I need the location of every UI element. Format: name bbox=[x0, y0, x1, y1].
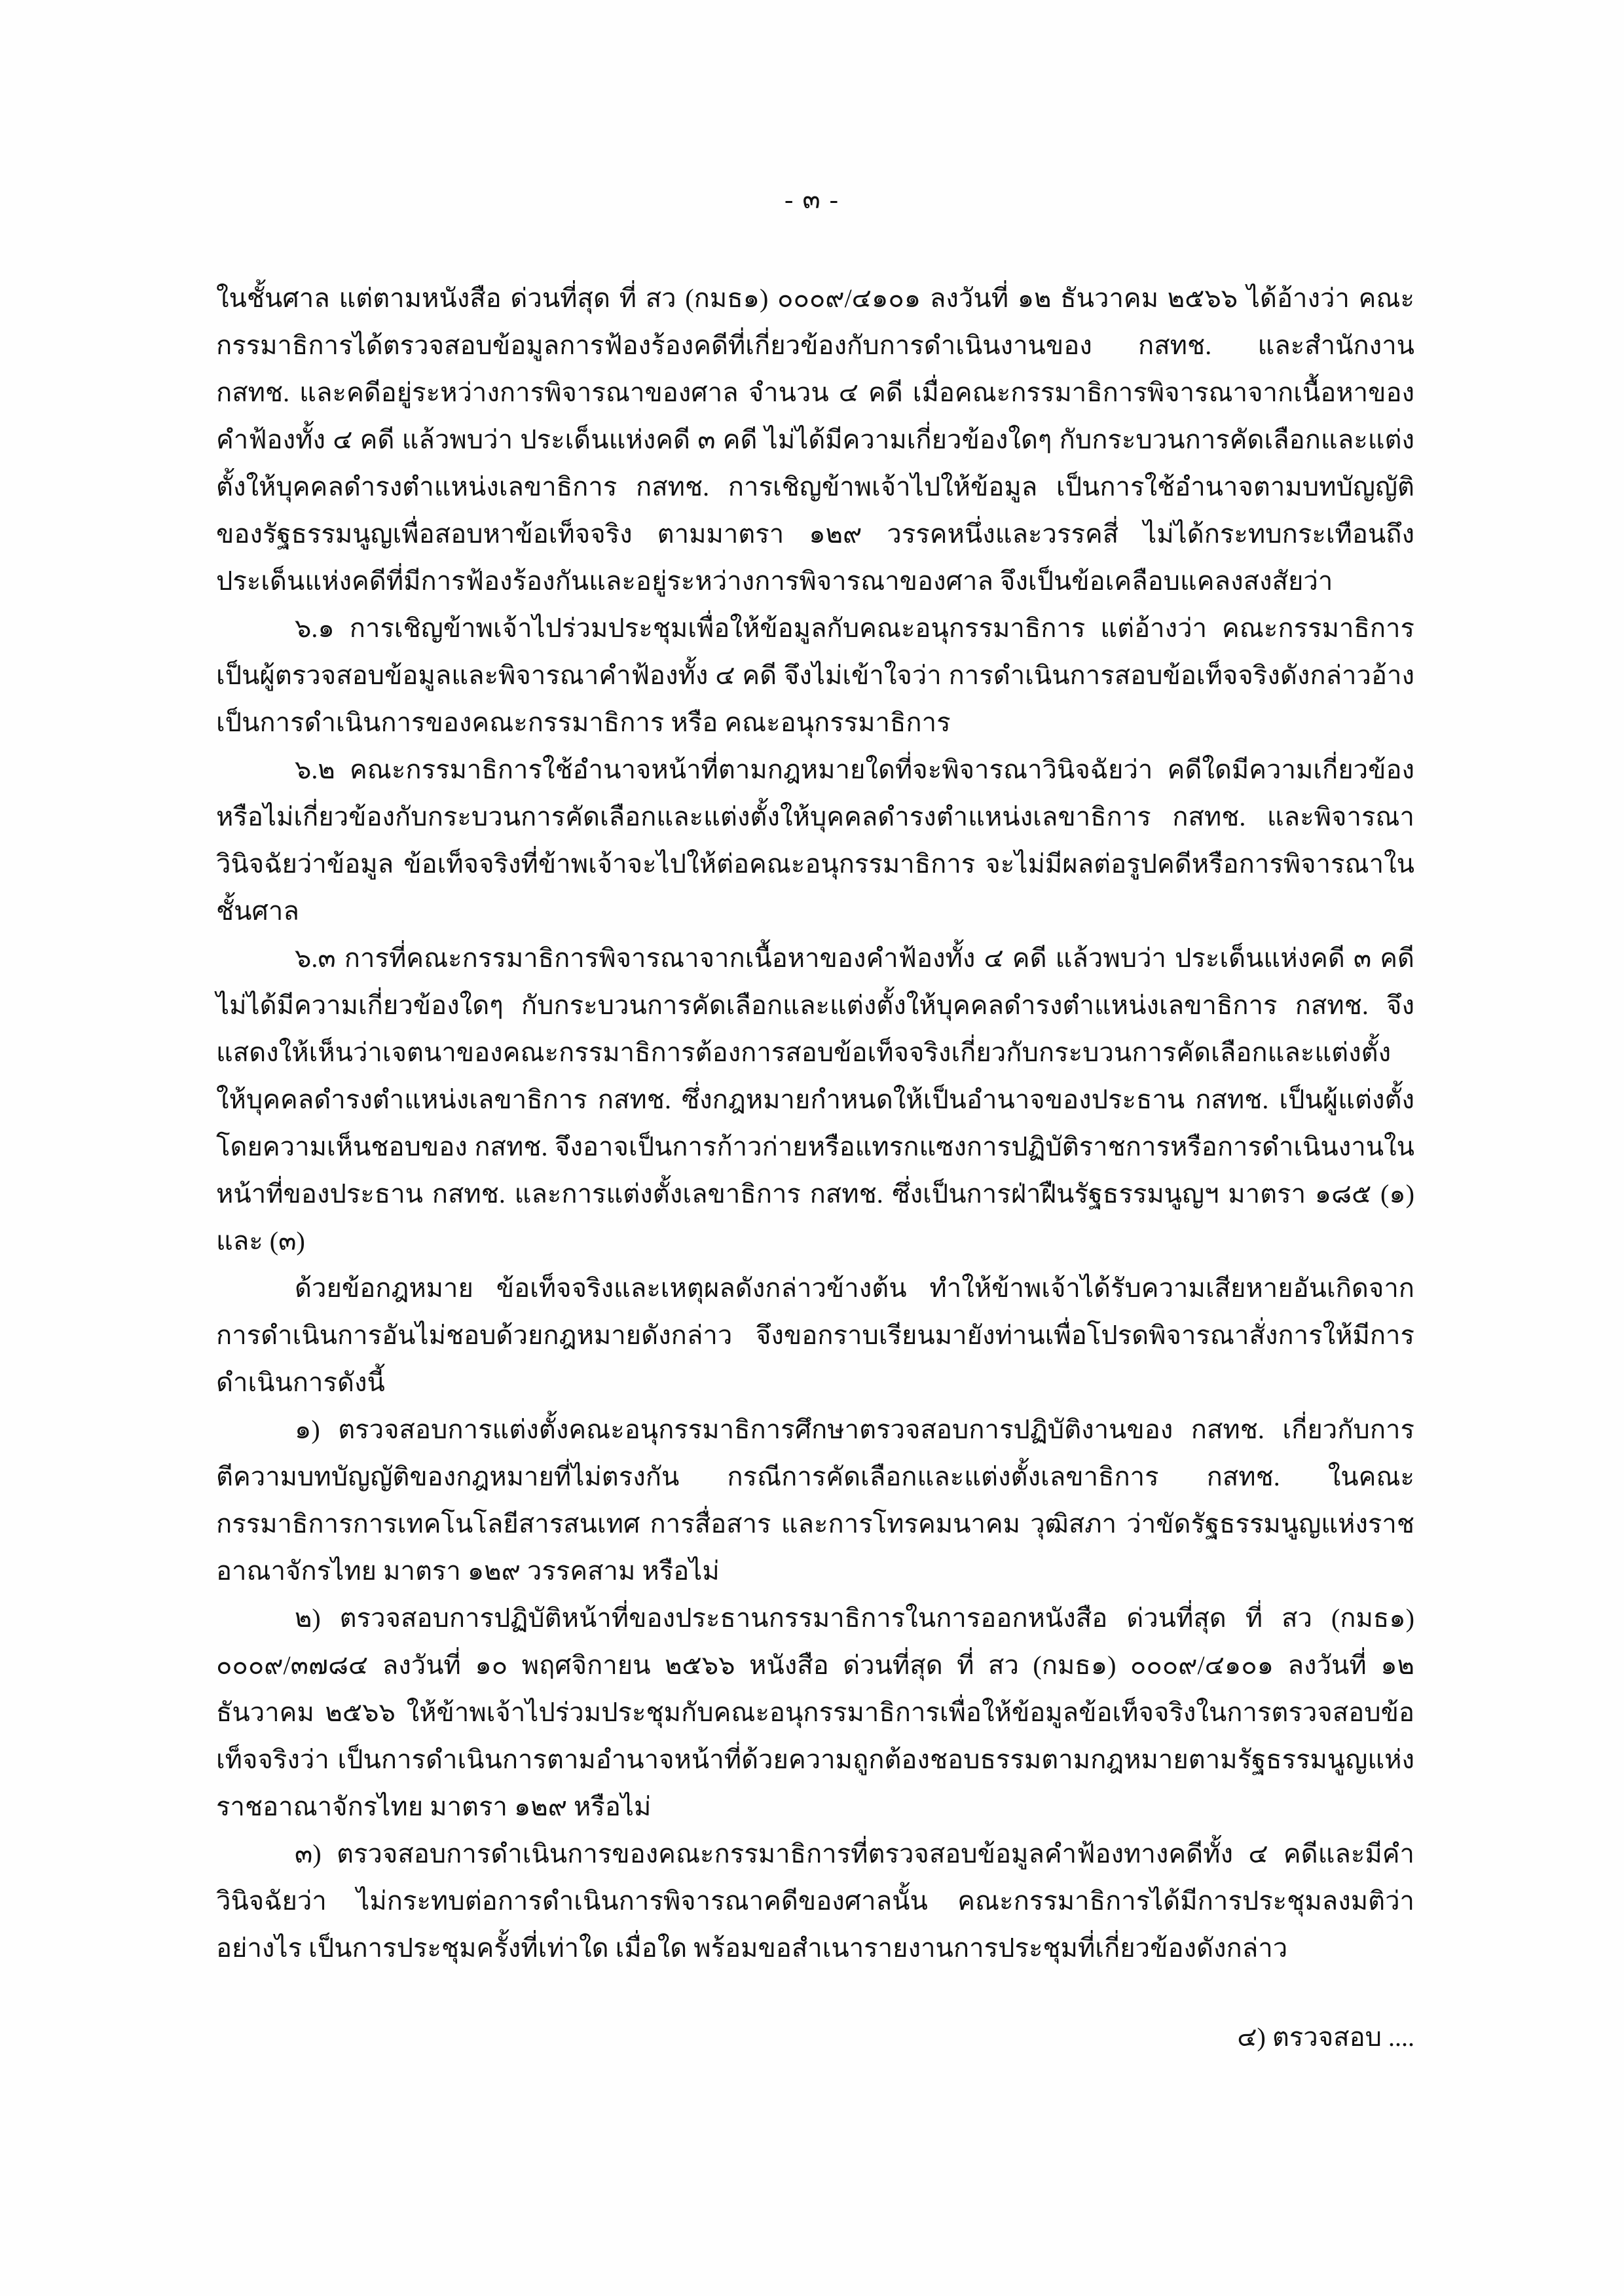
paragraph-intro: ในชั้นศาล แต่ตามหนังสือ ด่วนที่สุด ที่ สว (กมธ๑) ๐๐๐๙/๔๑๐๑ ลงวันที่ ๑๒ ธันวาคม ๒๕๖๖ ได้อ้างว่า คณะกรรมาธิการได้ตรวจสอบข้อมูลการฟ้องร้องคดีที่เกี่ยวข้องกับการดำเนินงานของ กสทช. และสำนักงาน กสทช. และคดีอยู่ระหว่างการพิจารณาของศาล จำนวน ๔ คดี เมื่อคณะกรรมาธิการพิจารณาจากเนื้อหาของคำฟ้องทั้ง ๔ คดี แล้วพบว่า ประเด็นแห่งคดี ๓ คดี ไม่ได้มีความเกี่ยวข้องใดๆ กับกระบวนการคัดเลือกและแต่งตั้งให้บุคคลดำรงตำแหน่งเลขาธิการ กสทช. การเชิญข้าพเจ้าไปให้ข้อมูล เป็นการใช้อำนาจตามบทบัญญัติของรัฐธรรมนูญเพื่อสอบหาข้อเท็จจริง ตามมาตรา ๑๒๙ วรรคหนึ่งและวรรคสี่ ไม่ได้กระทบกระเทือนถึงประเด็นแห่งคดีที่มีการฟ้องร้องกันและอยู่ระหว่างการพิจารณาของศาล จึงเป็นข้อเคลือบแคลงสงสัยว่า bbox=[216, 283, 1414, 596]
paragraph-6-3: ๖.๓ การที่คณะกรรมาธิการพิจารณาจากเนื้อหาของคำฟ้องทั้ง ๔ คดี แล้วพบว่า ประเด็นแห่งคดี ๓ คดี ไม่ได้มีความเกี่ยวข้องใดๆ กับกระบวนการคัดเลือกและแต่งตั้งให้บุคคลดำรงตำแหน่งเลขาธิการ กสทช. จึงแสดงให้เห็นว่าเจตนาของคณะกรรมาธิการต้องการสอบข้อเท็จจริงเกี่ยวกับกระบวนการคัดเลือกและแต่งตั้งให้บุคคลดำรงตำแหน่งเลขาธิการ กสทช. ซึ่งกฎหมายกำหนดให้เป็นอำนาจของประธาน กสทช. เป็นผู้แต่งตั้งโดยความเห็นชอบของ กสทช. จึงอาจเป็นการก้าวก่ายหรือแทรกแซงการปฏิบัติราชการหรือการดำเนินงานในหน้าที่ของประธาน กสทช. และการแต่งตั้งเลขาธิการ กสทช. ซึ่งเป็นการฝ่าฝืนรัฐธรรมนูญฯ มาตรา ๑๘๕ (๑) และ (๓) bbox=[216, 943, 1414, 1256]
paragraph-conclusion: ด้วยข้อกฎหมาย ข้อเท็จจริงและเหตุผลดังกล่าวข้างต้น ทำให้ข้าพเจ้าได้รับความเสียหายอันเกิดจากการดำเนินการอันไม่ชอบด้วยกฎหมายดังกล่าว จึงขอกราบเรียนมายังท่านเพื่อโปรดพิจารณาสั่งการให้มีการดำเนินการดังนี้ bbox=[216, 1273, 1414, 1397]
paragraph-6-1: ๖.๑ การเชิญข้าพเจ้าไปร่วมประชุมเพื่อให้ข้อมูลกับคณะอนุกรรมาธิการ แต่อ้างว่า คณะกรรมาธิการเป็นผู้ตรวจสอบข้อมูลและพิจารณาคำฟ้องทั้ง ๔ คดี จึงไม่เข้าใจว่า การดำเนินการสอบข้อเท็จจริงดังกล่าวอ้าง เป็นการดำเนินการของคณะกรรมาธิการ หรือ คณะอนุกรรมาธิการ bbox=[216, 613, 1414, 737]
page-number: - ๓ - bbox=[784, 185, 840, 214]
paragraph-item-1: ๑) ตรวจสอบการแต่งตั้งคณะอนุกรรมาธิการศึกษาตรวจสอบการปฏิบัติงานของ กสทช. เกี่ยวกับการตีความบทบัญญัติของกฎหมายที่ไม่ตรงกัน กรณีการคัดเลือกและแต่งตั้งเลขาธิการ กสทช. ในคณะกรรมาธิการการเทคโนโลยีสารสนเทศ การสื่อสาร และการโทรคมนาคม วุฒิสภา ว่าขัดรัฐธรรมนูญแห่งราชอาณาจักรไทย มาตรา ๑๒๙ วรรคสาม หรือไม่ bbox=[216, 1415, 1414, 1586]
document-body bbox=[216, 275, 1414, 2061]
paragraph-item-2: ๒) ตรวจสอบการปฏิบัติหน้าที่ของประธานกรรมาธิการในการออกหนังสือ ด่วนที่สุด ที่ สว (กมธ๑) ๐๐๐๙/๓๗๘๔ ลงวันที่ ๑๐ พฤศจิกายน ๒๕๖๖ หนังสือ ด่วนที่สุด ที่ สว (กมธ๑) ๐๐๐๙/๔๑๐๑ ลงวันที่ ๑๒ ธันวาคม ๒๕๖๖ ให้ข้าพเจ้าไปร่วมประชุมกับคณะอนุกรรมาธิการเพื่อให้ข้อมูลข้อเท็จจริงในการตรวจสอบข้อเท็จจริงว่า เป็นการดำเนินการตามอำนาจหน้าที่ด้วยความถูกต้องชอบธรรมตามกฎหมายตามรัฐธรรมนูญแห่งราชอาณาจักรไทย มาตรา ๑๒๙ หรือไม่ bbox=[216, 1603, 1414, 1821]
paragraph-item-3: ๓) ตรวจสอบการดำเนินการของคณะกรรมาธิการที่ตรวจสอบข้อมูลคำฟ้องทางคดีทั้ง ๔ คดีและมีคำวินิจฉัยว่า ไม่กระทบต่อการดำเนินการพิจารณาคดีของศาลนั้น คณะกรรมาธิการได้มีการประชุมลงมติว่าอย่างไร เป็นการประชุมครั้งที่เท่าใด เมื่อใด พร้อมขอสำเนารายงานการประชุมที่เกี่ยวข้องดังกล่าว bbox=[216, 1839, 1414, 1963]
footer-continuation-note: ๔) ตรวจสอบ .... bbox=[1237, 2022, 1414, 2052]
paragraph-6-2: ๖.๒ คณะกรรมาธิการใช้อำนาจหน้าที่ตามกฎหมายใดที่จะพิจารณาวินิจฉัยว่า คดีใดมีความเกี่ยวข้องหรือไม่เกี่ยวข้องกับกระบวนการคัดเลือกและแต่งตั้งให้บุคคลดำรงตำแหน่งเลขาธิการ กสทช. และพิจารณาวินิจฉัยว่าข้อมูล ข้อเท็จจริงที่ข้าพเจ้าจะไปให้ต่อคณะอนุกรรมาธิการ จะไม่มีผลต่อรูปคดีหรือการพิจารณาในชั้นศาล bbox=[216, 755, 1414, 926]
